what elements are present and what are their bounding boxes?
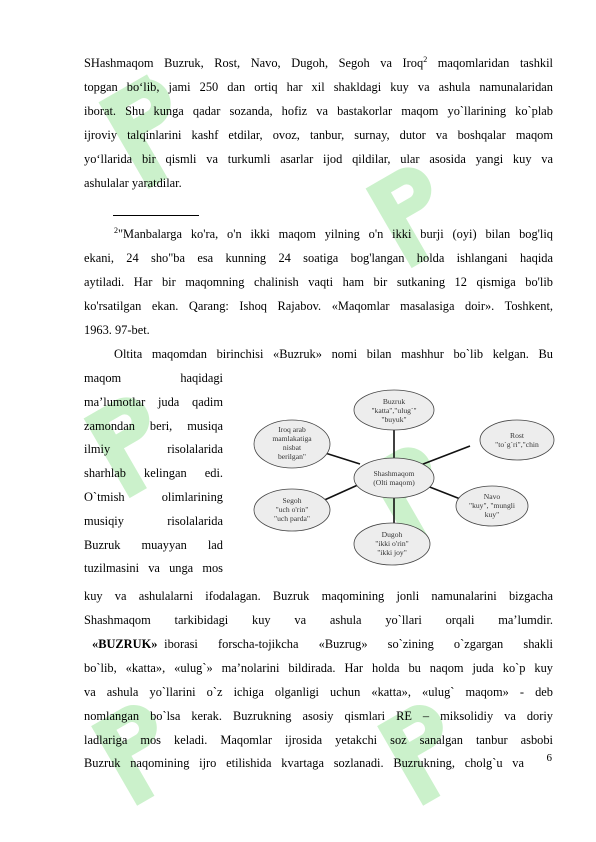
node-label: nisbat bbox=[282, 443, 302, 452]
paragraph-line: zamondan beri, musiqa bbox=[84, 418, 223, 433]
diagram-node-buzruk bbox=[354, 390, 434, 430]
paragraph-line: «BUZRUK» iborasi forscha-tojikcha «Buzrug» so`zining o`zgargan shakli bbox=[92, 637, 553, 651]
paragraph-line: topgan bo‘lib, jami 250 dan ortiq har xil shakldagi kuy va ashula namunalaridan bbox=[84, 80, 553, 94]
node-label: "ikki joy" bbox=[377, 548, 407, 557]
node-label: "to`g`ri","chin bbox=[495, 440, 539, 449]
node-label: "katta","ulug`" bbox=[371, 406, 417, 415]
footnote-line: ekani, 24 sho"ba esa kunning 24 soatiga bog'langan holda ishlangani haqida bbox=[84, 251, 553, 265]
diagram-node-dugoh bbox=[354, 523, 430, 565]
node-label: Dugoh bbox=[381, 530, 403, 539]
node-label: mamlakatiga bbox=[272, 434, 312, 443]
node-label: Buzruk bbox=[382, 397, 406, 406]
footnote-line: $^2$"Manbalarga ko'ra, o'n ikki maqom yilning o'n ikki burji (oyi) bilan bog'liq bbox=[114, 225, 553, 241]
footnote-line: ko'rsatilgan ekan. Qarang: Ishoq Rajabov. «Maqomlar masalasiga doir». Toshkent, bbox=[84, 299, 553, 313]
node-label: "uch parda" bbox=[274, 514, 310, 523]
node-label: kuy" bbox=[484, 510, 500, 519]
node-label: Iroq arab bbox=[278, 425, 306, 434]
paragraph-line: musiqiy risolalarida bbox=[84, 513, 223, 528]
node-label: "uch o'rin" bbox=[275, 505, 309, 514]
node-label: Rost bbox=[510, 431, 524, 440]
paragraph-line: ma’lumotlar juda qadim bbox=[84, 394, 223, 409]
node-label: Navo bbox=[483, 492, 501, 501]
paragraph-line: SHashmaqom Buzruk, Rost, Navo, Dugoh, Segoh va Iroq$^2$ maqomlaridan tashkil bbox=[84, 54, 553, 70]
footnote-marker: 2 bbox=[114, 225, 118, 235]
term-buzruk: «BUZRUK» bbox=[92, 637, 158, 651]
paragraph-line: va ashula yo`llarini o`z ichiga olganligi uchun «katta», «ulug` maqom» - deb bbox=[84, 685, 553, 699]
footnote-line: 1963. 97-bet. bbox=[84, 323, 150, 337]
paragraph-line: kuy va ashulalarni ifodalagan. Buzruk maqomining jonli namunalarini bizgacha bbox=[84, 589, 553, 603]
node-label: "ikki o'rin" bbox=[375, 539, 409, 548]
paragraph-line: ilmiy risolalarida bbox=[84, 442, 223, 457]
paragraph-line: nomlangan bo`lsa kerak. Buzrukning asosiy qismlari RE – miksolidiy va doriy bbox=[84, 709, 553, 723]
node-label: Segoh bbox=[282, 496, 302, 505]
footnote-ref: 2 bbox=[423, 54, 428, 64]
maqom-diagram bbox=[250, 386, 555, 574]
paragraph-line: Shashmaqom tarkibidagi kuy va ashula yo`llari orqali ma’lumdir. bbox=[84, 613, 553, 627]
wrapped-text-column bbox=[84, 367, 223, 581]
node-label: "kuy", "mungli bbox=[468, 501, 516, 510]
page-number: 6 bbox=[546, 752, 552, 764]
paragraph-line: bo`lib, «katta», «ulug`» ma’nolarini bildirada. Har holda bu naqom juda ko`p kuy bbox=[84, 661, 553, 675]
footnote-separator bbox=[113, 215, 199, 216]
paragraph-line: Buzruk naqomining ijro etilishida kvartaga sozlanadi. Buzrukning, cholg`u va bbox=[84, 756, 524, 770]
paragraph-line: tuzilmasini va unga mos bbox=[84, 561, 223, 576]
paragraph-line: ijroviy talqinlarini kashf etdilar, ovoz, tanbur, surnay, dutor va boshqalar maqom bbox=[84, 128, 553, 142]
node-label: (Olti maqom) bbox=[373, 478, 415, 487]
diagram-node-navo bbox=[456, 486, 528, 526]
paragraph-line: ladlariga mos keladi. Maqomlar ijrosida yetakchi soz sanalgan tanbur asbobi bbox=[84, 733, 553, 747]
diagram-node-segoh bbox=[254, 489, 330, 531]
node-label: "buyuk" bbox=[381, 415, 407, 424]
node-label: berilgan" bbox=[278, 452, 306, 461]
paragraph-line: ashulalar yaratdilar. bbox=[84, 176, 182, 190]
paragraph-line: sharhlab kelingan edi. bbox=[84, 466, 223, 481]
footnote-line: aytiladi. Har bir maqomning chalinish vaqti ham bir sutkaning 12 qismiga bo'lib bbox=[84, 275, 553, 289]
paragraph-line: iborat. Shu kunga qadar sozanda, hofiz va bastakorlar maqom yo`llarining ko`plab bbox=[84, 104, 553, 118]
paragraph-line: Buzruk muayyan lad bbox=[84, 537, 223, 552]
diagram-node-rost bbox=[480, 420, 554, 460]
diagram-node-center bbox=[354, 458, 434, 498]
paragraph-line: Oltita maqomdan birinchisi «Buzruk» nomi bilan mashhur bo`lib kelgan. Bu bbox=[114, 347, 553, 361]
paragraph-line: maqom haqidagi bbox=[84, 371, 223, 385]
node-label: Shashmaqom bbox=[373, 469, 415, 478]
paragraph-line: yo‘llarida bir qismli va turkumli asarlar ijod qildilar, ular asosida yangi kuy va bbox=[84, 152, 553, 166]
paragraph-line: O`tmish olimlarining bbox=[84, 489, 223, 504]
diagram-node-iroq bbox=[254, 420, 330, 468]
